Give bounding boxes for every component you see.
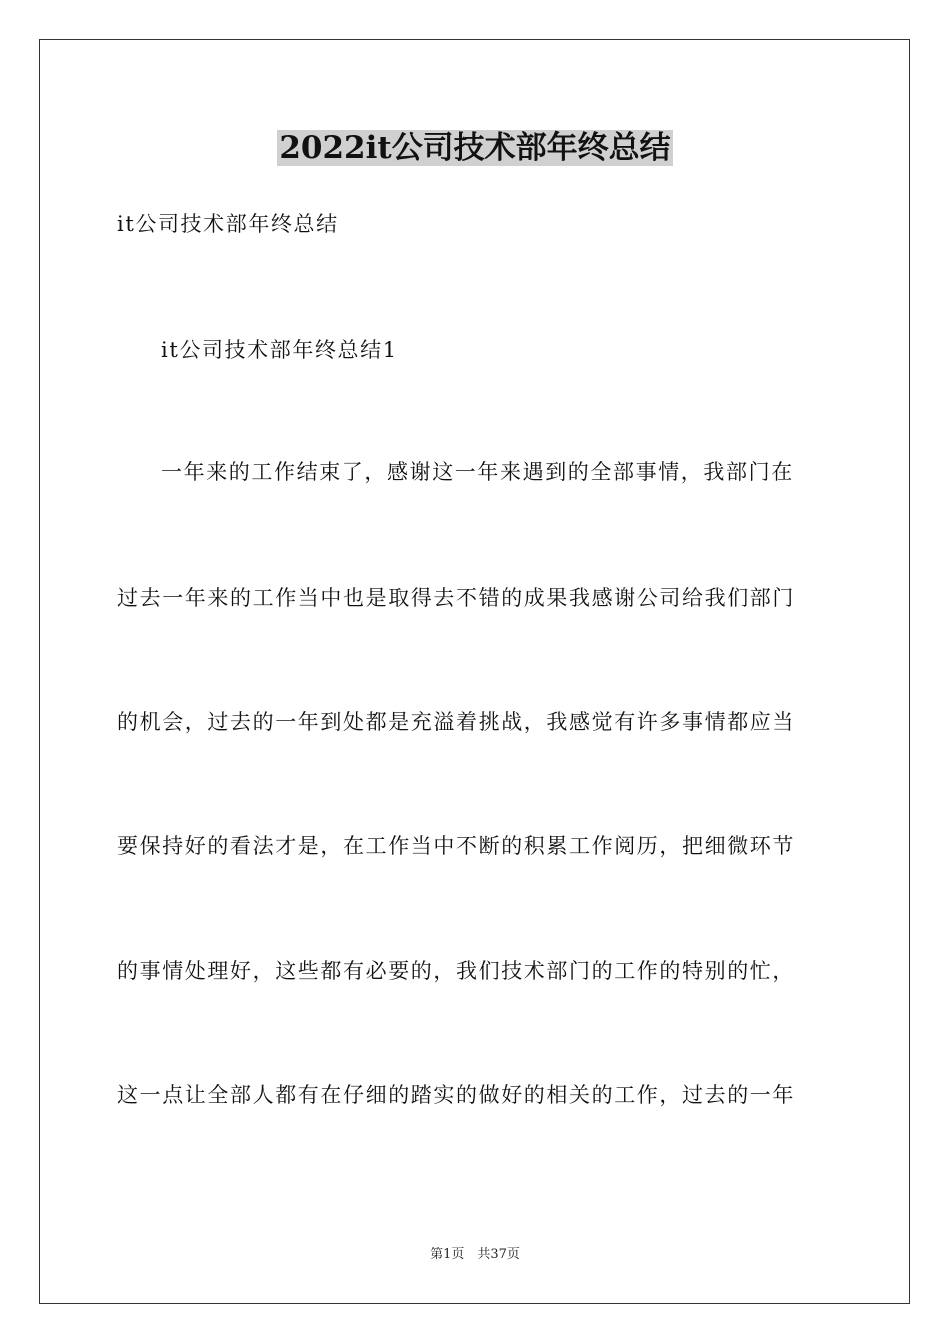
document-title xyxy=(0,128,950,168)
body-line: 的事情处理好，这些都有必要的，我们技术部门的工作的特别的忙， xyxy=(117,959,795,983)
body-line: 一年来的工作结束了，感谢这一年来遇到的全部事情，我部门在 xyxy=(161,460,794,484)
section-heading: it公司技术部年终总结1 xyxy=(161,338,398,362)
body-line: 这一点让全部人都有在仔细的踏实的做好的相关的工作，过去的一年 xyxy=(117,1083,795,1107)
document-subtitle: it公司技术部年终总结 xyxy=(117,212,339,236)
body-line: 过去一年来的工作当中也是取得去不错的成果我感谢公司给我们部门 xyxy=(117,586,795,610)
page-number-footer: 第1页 共37页 xyxy=(430,1247,520,1262)
body-line: 的机会，过去的一年到处都是充溢着挑战，我感觉有许多事情都应当 xyxy=(117,710,795,734)
body-line: 要保持好的看法才是，在工作当中不断的积累工作阅历，把细微环节 xyxy=(117,834,795,858)
document-title-text: 2022it公司技术部年终总结 xyxy=(279,130,671,166)
